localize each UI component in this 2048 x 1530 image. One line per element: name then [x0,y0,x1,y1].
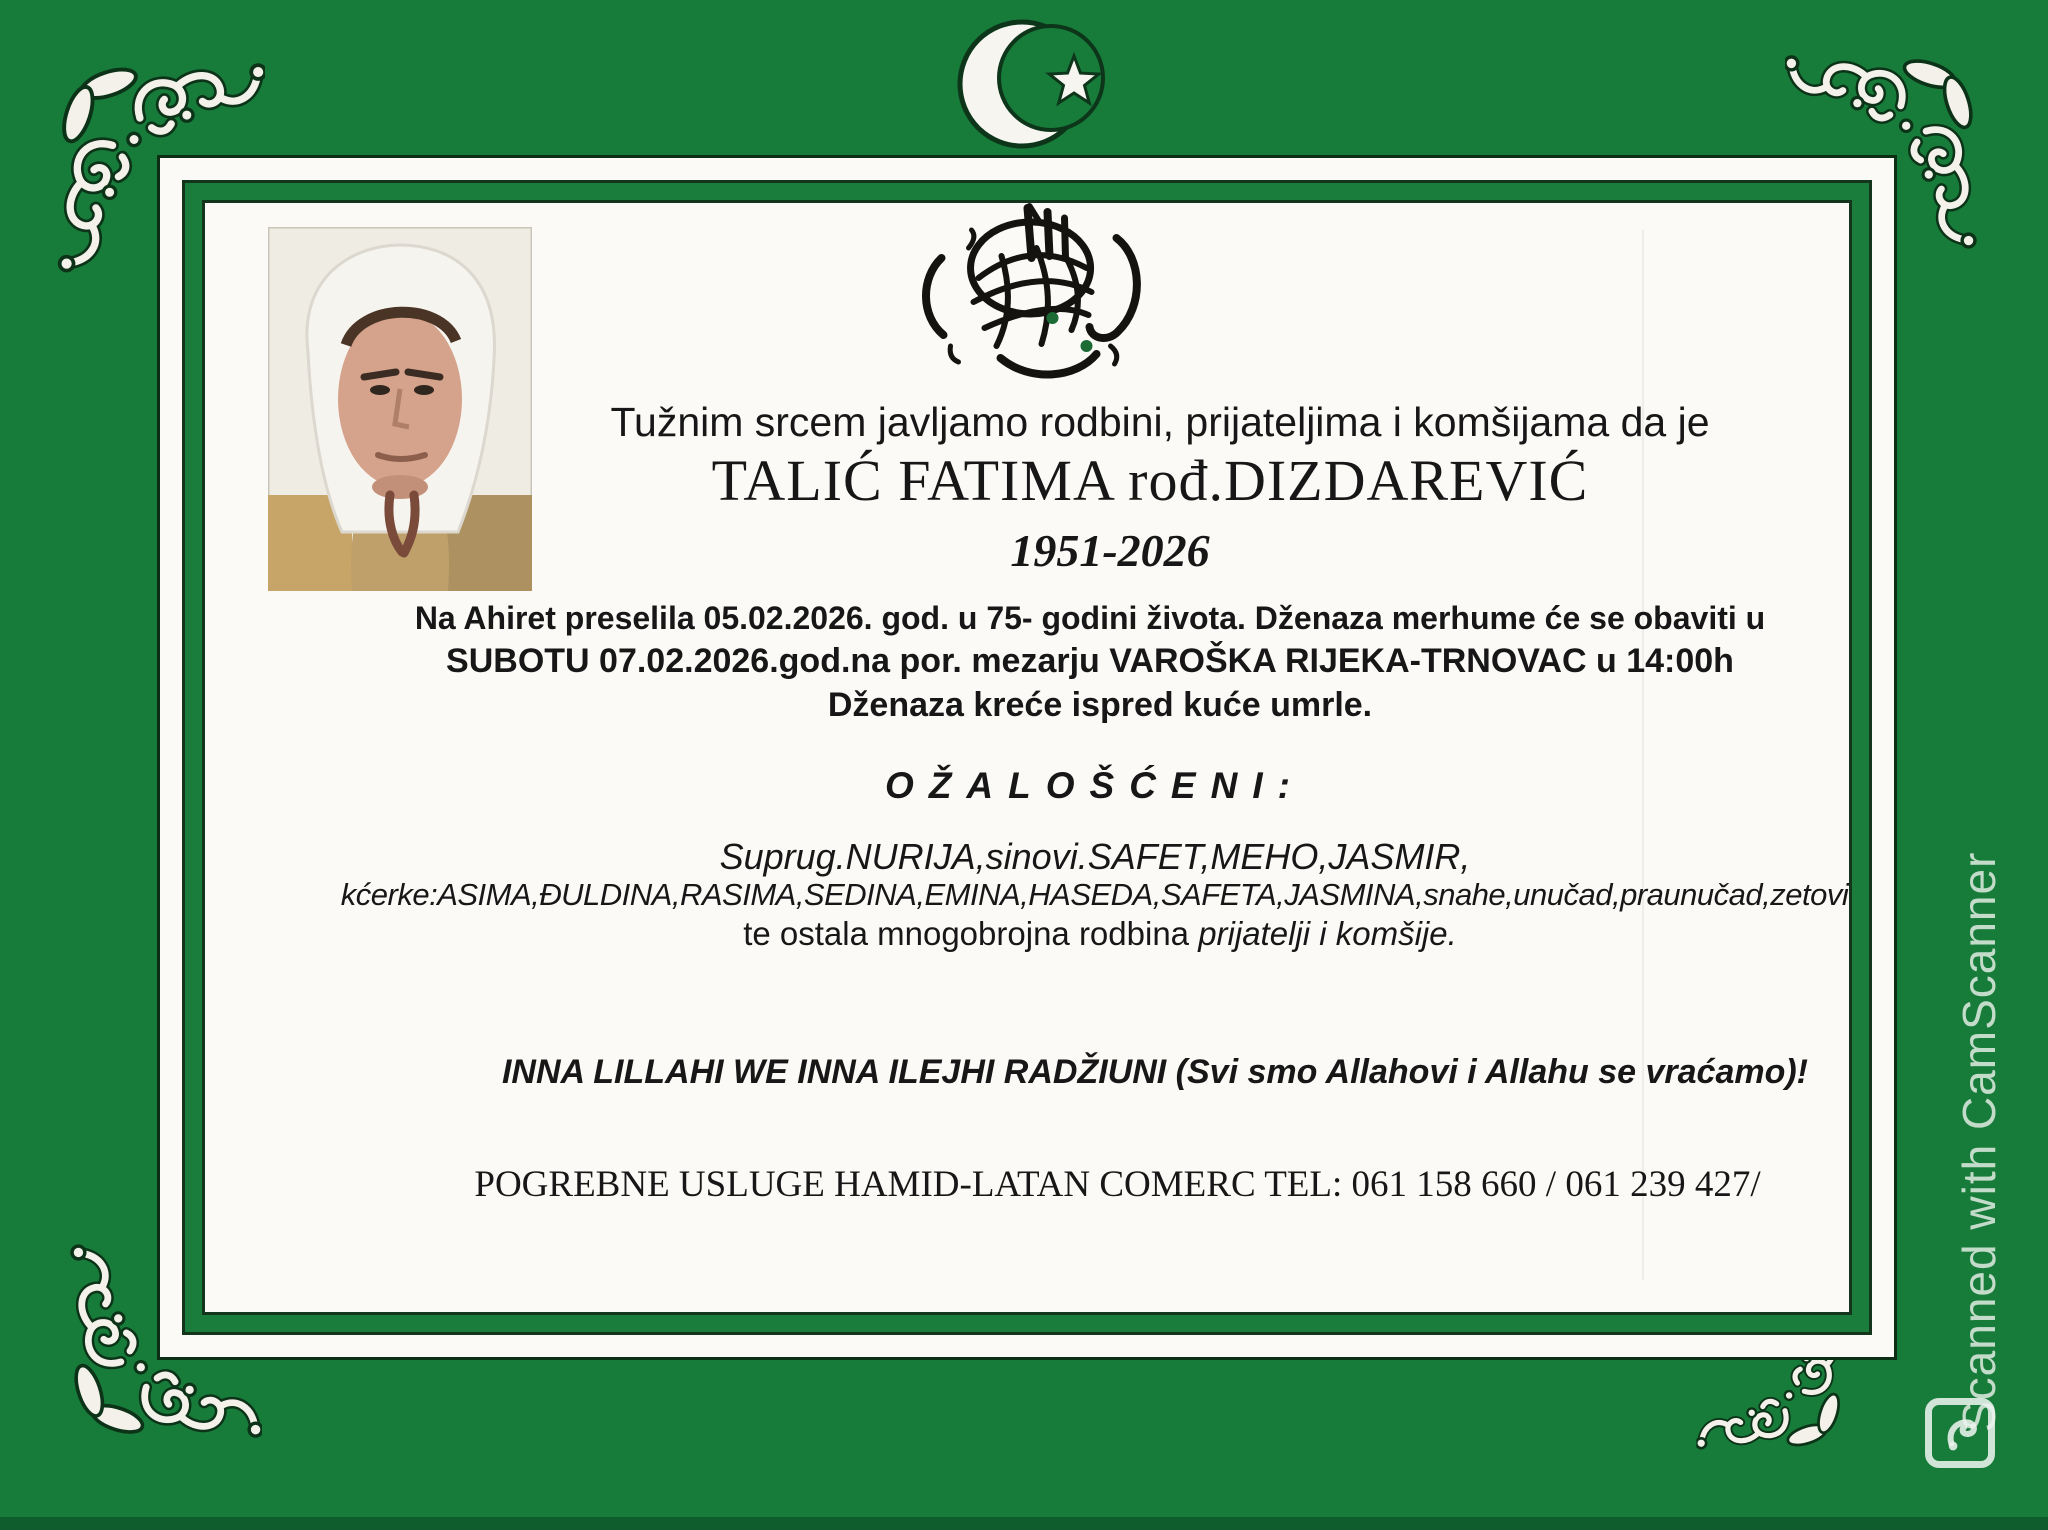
deceased-name: TALIĆ FATIMA rođ.DIZDAREVIĆ [711,448,1589,513]
camscanner-watermark: Scanned with CamScanner [1953,851,2005,1432]
life-years: 1951-2026 [1010,525,1210,576]
funeral-services-line: POGREBNE USLUGE HAMID-LATAN COMERC TEL: 061 158 660 / 061 239 427/ [474,1164,1761,1205]
mourners-heading: OŽALOŠĆENI: [885,765,1305,806]
camscanner-icon [1925,1398,1995,1468]
details-line-2: SUBOTU 07.02.2026.god.na por. mezarju VAROŠKA RIJEKA-TRNOVAC u 14:00h [446,642,1734,680]
mourners-line-3-italic: prijatelji i komšije. [1198,915,1457,952]
details-line-3: Dženaza kreće ispred kuće umrle. [827,686,1373,724]
intro-line: Tužnim srcem javljamo rodbini, prijateljima i komšijama da je [610,399,1710,445]
prayer-line: INNA LILLAHI WE INNA ILEJHI RADŽIUNI (Svi smo Allahovi i Allahu se vraćamo)! [501,1053,1808,1091]
mourners-line-1: Suprug.NURIJA,sinovi.SAFET,MEHO,JASMIR, [719,836,1471,877]
mourners-line-3-regular: te ostala mnogobrojna rodbina [743,915,1199,952]
details-line-1: Na Ahiret preselila 05.02.2026. god. u 75- godini života. Dženaza merhume će se obaviti u [414,600,1766,636]
mourners-line-3 [330,915,1870,953]
arabic-calligraphy [878,196,1183,396]
scan-crease [1642,230,1644,1280]
mourners-line-2: kćerke:ASIMA,ĐULDINA,RASIMA,SEDINA,EMINA,HASEDA,SAFETA,JASMINA,snahe,unučad,praunučad,zetovi [340,877,1849,912]
crescent-and-star-icon [950,8,1120,158]
